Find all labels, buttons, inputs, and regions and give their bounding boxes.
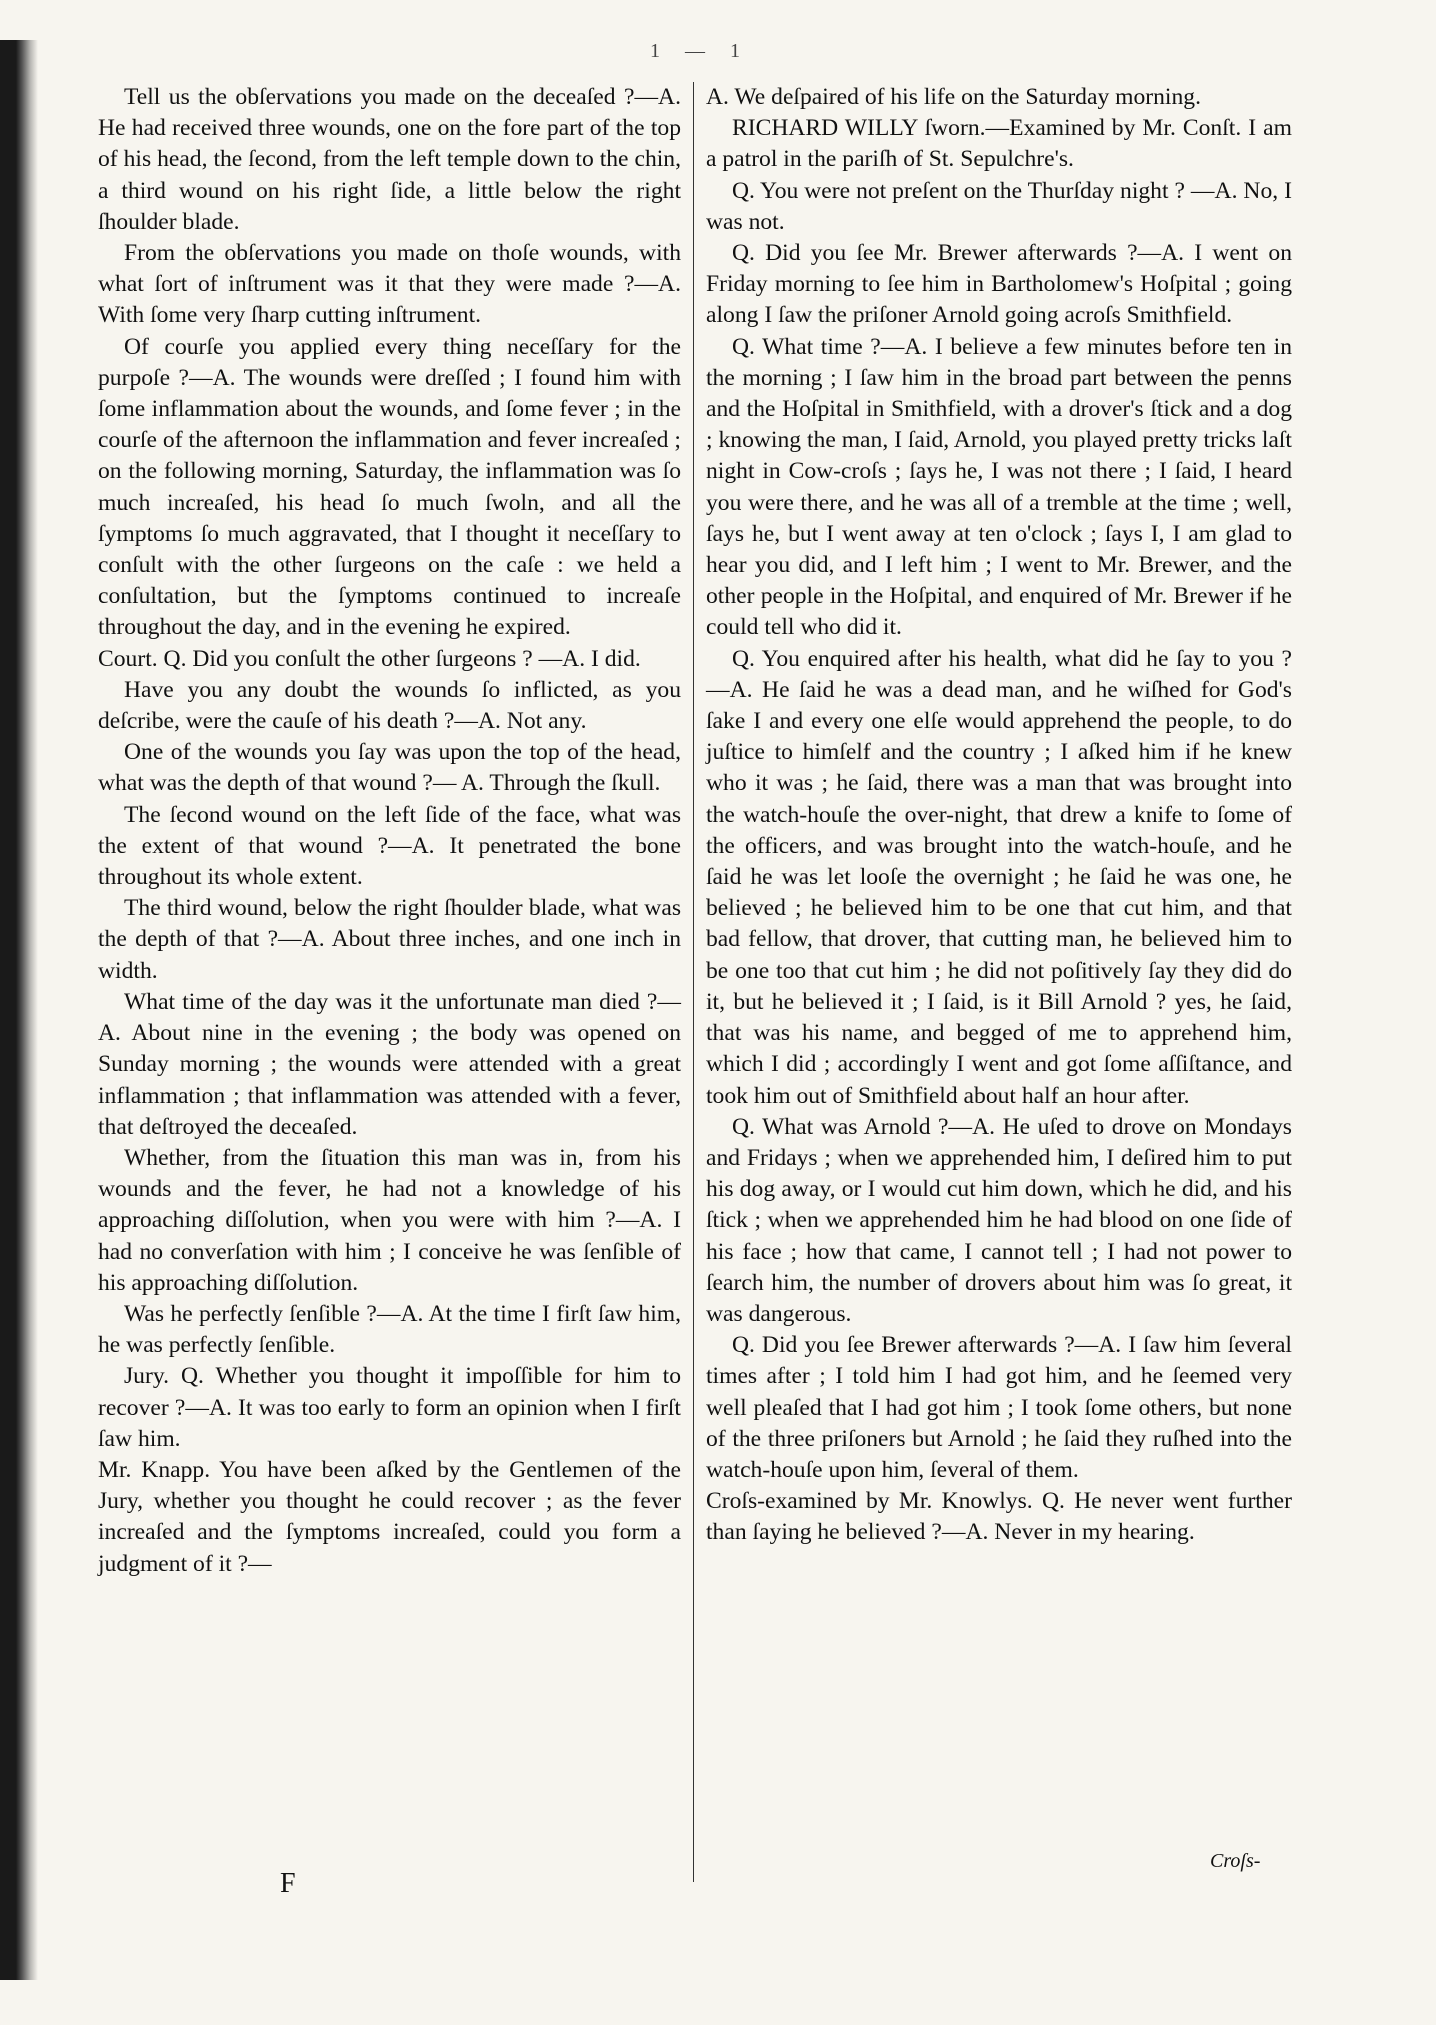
paragraph: Jury. Q. Whether you thought it impoſſible for him to recover ?—A. It was too early to form an opinion when I firſt ſaw him.	[98, 1363, 681, 1452]
paragraph: Of courſe you applied every thing neceſſary for the purpoſe ?—A. The wounds were dreſſed ; I found him with ſome inflammation about the wounds, and ſome fever ; in the courſe of the afternoon the inflammation and fever increaſed ; on the following morning, Saturday, the inflammation was ſo much increaſed, his head ſo much ſwoln, and all the ſymptoms ſo much aggravated, that I thought it neceſſary to conſult with the other ſurgeons on the caſe : we held a conſultation, but the ſymptoms continued to increaſe throughout the day, and in the evening he expired.	[98, 333, 681, 641]
signature-mark: F	[280, 1868, 296, 1899]
paragraph: The ſecond wound on the left ſide of the face, what was the extent of that wound ?—A. It penetrated the bone throughout its whole extent.	[98, 801, 681, 891]
paragraph: Croſs-examined by Mr. Knowlys. Q. He never went further than ſaying he believed ?—A. Never in my hearing.	[706, 1488, 1292, 1546]
right-column	[706, 82, 1292, 1549]
paragraph: Court. Q. Did you conſult the other ſurgeons ? —A. I did.	[98, 645, 641, 672]
paragraph: Q. Did you ſee Mr. Brewer afterwards ?—A. I went on Friday morning to ſee him in Bartholomew's Hoſpital ; going along I ſaw the priſoner Arnold going acroſs Smithfield.	[706, 240, 1292, 329]
paragraph: Was he perfectly ſenſible ?—A. At the time I firſt ſaw him, he was perfectly ſenſible.	[98, 1300, 681, 1359]
paragraph: What time of the day was it the unfortunate man died ?—A. About nine in the evening ; the body was opened on Sunday morning ; the wounds were attended with a great inflammation ; that inflammation was attended with a fever, that deſtroyed the deceaſed.	[98, 988, 681, 1140]
paragraph: RICHARD WILLY ſworn.—Examined by Mr. Conſt. I am a patrol in the pariſh of St. Sepulchre's.	[706, 115, 1292, 173]
paragraph: Have you any doubt the wounds ſo inflicted, as you deſcribe, were the cauſe of his death ?—A. Not any.	[98, 676, 681, 735]
paragraph: Mr. Knapp. You have been aſked by the Gentlemen of the Jury, whether you thought he could recover ; as the fever increaſed and the ſymptoms increaſed, could you form a judgment of it ?—	[98, 1456, 681, 1577]
page-header-mark: 1 — 1	[650, 40, 750, 62]
paragraph: A. We deſpaired of his life on the Saturday morning.	[706, 84, 1201, 110]
paragraph: Q. Did you ſee Brewer afterwards ?—A. I ſaw him ſeveral times after ; I told him I had got him, and he ſeemed very well pleaſed that I had got him ; I took ſome others, but none of the three priſoners but Arnold ; he ſaid they ruſhed into the watch-houſe upon him, ſeveral of them.	[706, 1332, 1292, 1483]
paragraph: Tell us the obſervations you made on the deceaſed ?—A. He had received three wounds, one on the fore part of the top of his head, the ſecond, from the left temple down to the chin, a third wound on his right ſide, a little below the right ſhoulder blade.	[98, 84, 681, 235]
paragraph: Whether, from the ſituation this man was in, from his wounds and the fever, he had not a knowledge of his approaching diſſolution, when you were with him ?—A. I had no converſation with him ; I conceive he was ſenſible of his approaching diſſolution.	[98, 1144, 681, 1296]
paragraph: Q. You enquired after his health, what did he ſay to you ?—A. He ſaid he was a dead man, and he wiſhed for God's ſake I and every one elſe would apprehend the people, to do juſtice to himſelf and the country ; I aſked him if he knew who it was ; he ſaid, there was a man that was brought into the watch-houſe the over-night, that drew a knife to ſome of the officers, and was brought into the watch-houſe, and he ſaid he was let looſe the overnight ; he ſaid he was one, he believed ; he believed him to be one that cut him, and that bad fellow, that drover, that cutting man, he believed him to be one too that cut him ; he did not poſitively ſay they did do it, but he believed it ; I ſaid, is it Bill Arnold ? yes, he ſaid, that was his name, and begged of me to apprehend him, which I did ; accordingly I went and got ſome aſſiſtance, and took him out of Smithfield about half an hour after.	[706, 645, 1292, 1109]
paragraph: Q. You were not preſent on the Thurſday night ? —A. No, I was not.	[706, 177, 1292, 235]
paragraph: Q. What was Arnold ?—A. He uſed to drove on Mondays and Fridays ; when we apprehended him, I deſired him to put his dog away, or I would cut him down, which he did, and his ſtick ; when we apprehended him he had blood on one ſide of his face ; how that came, I cannot tell ; I had not power to ſearch him, the number of drovers about him was ſo great, it was dangerous.	[706, 1113, 1292, 1327]
paragraph: One of the wounds you ſay was upon the top of the head, what was the depth of that wound ?— A. Through the ſkull.	[98, 739, 681, 797]
column-divider	[693, 82, 694, 1882]
binding-shadow	[0, 40, 38, 1980]
paragraph: Q. What time ?—A. I believe a few minutes before ten in the morning ; I ſaw him in the broad part between the penns and the Hoſpital in Smithfield, with a drover's ſtick and a dog ; knowing the man, I ſaid, Arnold, you played pretty tricks laſt night in Cow-croſs ; ſays he, I was not there ; I ſaid, I heard you were there, and he was all of a tremble at the time ; well, ſays he, but I went away at ten o'clock ; ſays I, I am glad to hear you did, and I left him ; I went to Mr. Brewer, and the other people in the Hoſpital, and enquired of Mr. Brewer if he could tell who did it.	[706, 333, 1292, 641]
catchword: Croſs-	[1210, 1850, 1261, 1872]
paragraph: From the obſervations you made on thoſe wounds, with what ſort of inſtrument was it that they were made ?—A. With ſome very ſharp cutting inſtrument.	[98, 240, 681, 329]
left-column	[98, 82, 681, 1580]
paragraph: The third wound, below the right ſhoulder blade, what was the depth of that ?—A. About three inches, and one inch in width.	[98, 895, 681, 984]
